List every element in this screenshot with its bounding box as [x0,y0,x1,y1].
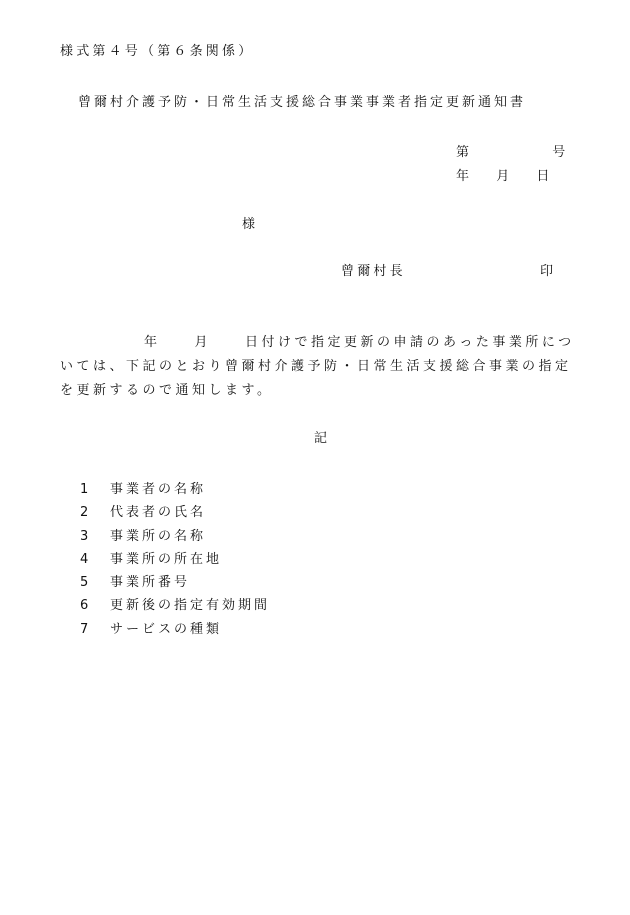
list-item [80,501,270,524]
item-label: 事業所の所在地 [110,551,223,567]
item-number: 2 [80,505,89,521]
item-list [80,478,270,641]
body-month: 月 [194,335,212,350]
addressee-honorific: 様 [242,217,259,232]
list-item [80,548,270,571]
item-number: 4 [80,551,89,567]
number-prefix: 第 [456,145,473,160]
item-label: 事業所の名称 [110,528,207,544]
notice-body [60,331,585,403]
date-day: 日 [536,169,553,184]
list-item [80,618,270,641]
date-month: 月 [496,169,513,184]
document-date [456,168,553,186]
document-number [456,144,568,162]
sender-name: 曾爾村長 [341,264,406,279]
item-number: 3 [80,528,89,544]
item-label: 事業者の名称 [110,482,207,497]
list-item [80,594,270,617]
document-title: 曾爾村介護予防・日常生活支援総合事業事業者指定更新通知書 [78,95,527,110]
item-label: 事業所番号 [110,575,191,591]
item-number: 5 [80,575,89,591]
item-number: 7 [80,621,89,637]
list-item [80,571,270,594]
form-number: 様式第４号（第６条関係） [60,44,255,59]
list-item [80,478,270,501]
number-suffix: 号 [552,145,569,160]
seal-mark: 印 [540,264,557,279]
list-item [80,525,270,548]
note-heading: 記 [314,431,331,446]
item-number: 1 [80,482,89,497]
item-number: 6 [80,598,89,614]
item-label: 代表者の氏名 [110,505,207,521]
item-label: 更新後の指定有効期間 [110,598,271,614]
body-year: 年 [144,335,161,350]
item-label: サービスの種類 [110,621,223,637]
date-year: 年 [456,169,473,184]
body-text: 日付けで指定更新の申請のあった事業所については、下記のとおり曾爾村介護予防・日常生活支援総合事業の指定を更新するので通知します。 [60,335,575,398]
